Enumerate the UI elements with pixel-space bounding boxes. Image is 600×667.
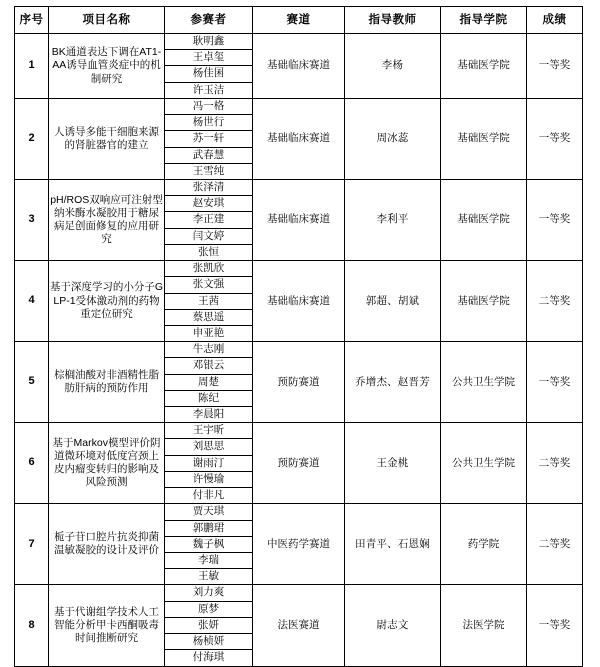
column-header-teacher: 指导教师	[345, 7, 441, 34]
cell-track: 预防赛道	[253, 342, 345, 423]
member-list	[165, 99, 252, 179]
member-list	[165, 342, 252, 422]
member-list	[165, 261, 252, 341]
table-row	[15, 179, 583, 260]
member-name: 冯一格	[165, 99, 252, 115]
table-row	[15, 98, 583, 179]
member-name: 付非凡	[192, 489, 225, 502]
column-header-prize: 成绩	[527, 7, 583, 34]
cell-teacher: 周冰蕊	[345, 98, 441, 179]
cell-college: 基础医学院	[441, 34, 527, 99]
column-header-track: 赛道	[253, 7, 345, 34]
member-name: 李正建	[165, 212, 252, 228]
column-header-seq: 序号	[15, 7, 49, 34]
cell-members	[165, 504, 253, 585]
member-name: 张妍	[165, 618, 252, 634]
cell-members	[165, 342, 253, 423]
member-name: 王雪纯	[192, 164, 225, 177]
member-name: 郭鹏珺	[165, 521, 252, 537]
cell-college: 公共卫生学院	[441, 423, 527, 504]
cell-prize: 一等奖	[527, 179, 583, 260]
cell-seq: 8	[15, 585, 49, 666]
cell-teacher: 李杨	[345, 34, 441, 99]
member-name: 李瑞	[165, 553, 252, 569]
member-name: 刘力爽	[165, 585, 252, 601]
cell-seq: 1	[15, 34, 49, 99]
cell-teacher: 乔增杰、赵晋芳	[345, 342, 441, 423]
column-header-members: 参赛者	[165, 7, 253, 34]
table-row	[15, 585, 583, 666]
cell-seq: 7	[15, 504, 49, 585]
cell-college: 基础医学院	[441, 98, 527, 179]
cell-college: 公共卫生学院	[441, 342, 527, 423]
cell-members	[165, 179, 253, 260]
cell-members	[165, 261, 253, 342]
member-name: 王宇昕	[165, 423, 252, 439]
cell-seq: 2	[15, 98, 49, 179]
table-header	[15, 7, 583, 34]
member-name: 邓银云	[165, 358, 252, 374]
column-header-college: 指导学院	[441, 7, 527, 34]
member-name: 许玉洁	[192, 83, 225, 96]
cell-teacher: 尉志文	[345, 585, 441, 666]
cell-members	[165, 585, 253, 666]
member-name: 原梦	[165, 602, 252, 618]
member-name: 耿明鑫	[165, 34, 252, 50]
cell-track: 预防赛道	[253, 423, 345, 504]
member-name: 王敏	[198, 570, 219, 583]
member-name: 张文强	[165, 277, 252, 293]
member-list	[165, 585, 252, 665]
member-name: 贾天琪	[165, 504, 252, 520]
member-name: 陈纪	[165, 391, 252, 407]
member-name: 魏子枫	[165, 537, 252, 553]
member-name: 赵安琪	[165, 196, 252, 212]
member-name: 付海琪	[192, 651, 225, 664]
column-header-title: 项目名称	[49, 7, 165, 34]
member-list	[165, 423, 252, 503]
cell-track: 法医赛道	[253, 585, 345, 666]
cell-prize: 一等奖	[527, 342, 583, 423]
member-name: 杨桢妍	[165, 634, 252, 650]
cell-prize: 一等奖	[527, 585, 583, 666]
cell-college: 基础医学院	[441, 179, 527, 260]
cell-prize: 一等奖	[527, 34, 583, 99]
cell-project-title: 基于代谢组学技术人工智能分析甲卡西酮吸毒时间推断研究	[49, 585, 165, 666]
member-name: 王卓玺	[165, 50, 252, 66]
member-name: 闫文婷	[165, 229, 252, 245]
cell-prize: 二等奖	[527, 261, 583, 342]
cell-project-title: 基于Markov模型评价阴道微环境对低度宫颈上皮内瘤变转归的影响及风险预测	[49, 423, 165, 504]
member-name: 刘思思	[165, 439, 252, 455]
member-name: 王茜	[165, 294, 252, 310]
table-header-row	[15, 7, 583, 34]
member-list	[165, 180, 252, 260]
member-list	[165, 34, 252, 98]
cell-project-title: 人诱导多能干细胞来源的肾脏器官的建立	[49, 98, 165, 179]
cell-seq: 5	[15, 342, 49, 423]
cell-seq: 6	[15, 423, 49, 504]
award-table	[14, 6, 583, 667]
member-name: 张恒	[198, 245, 219, 258]
cell-college: 基础医学院	[441, 261, 527, 342]
cell-teacher: 王金桃	[345, 423, 441, 504]
member-name: 武春慧	[165, 148, 252, 164]
cell-prize: 二等奖	[527, 423, 583, 504]
cell-prize: 二等奖	[527, 504, 583, 585]
table-row	[15, 423, 583, 504]
table-row	[15, 261, 583, 342]
cell-project-title: BK通道表达下调在AT1-AA诱导血管炎症中的机制研究	[49, 34, 165, 99]
cell-project-title: 基于深度学习的小分子GLP-1受体激动剂的药物重定位研究	[49, 261, 165, 342]
member-name: 张凯欣	[165, 261, 252, 277]
table-row	[15, 34, 583, 99]
cell-teacher: 李利平	[345, 179, 441, 260]
member-name: 牛志刚	[165, 342, 252, 358]
cell-project-title: pH/ROS双响应可注射型纳米酶水凝胶用于糖尿病足创面修复的应用研究	[49, 179, 165, 260]
table-row	[15, 342, 583, 423]
member-list	[165, 504, 252, 584]
cell-seq: 4	[15, 261, 49, 342]
cell-members	[165, 423, 253, 504]
cell-track: 基础临床赛道	[253, 179, 345, 260]
cell-project-title: 棕榈油酸对非酒精性脂肪肝病的预防作用	[49, 342, 165, 423]
member-name: 谢雨汀	[165, 456, 252, 472]
member-name: 蔡思遥	[165, 310, 252, 326]
table-row	[15, 504, 583, 585]
cell-track: 基础临床赛道	[253, 98, 345, 179]
member-name: 李晨阳	[192, 408, 225, 421]
table-body	[15, 34, 583, 667]
member-name: 申亚艳	[192, 326, 225, 339]
cell-teacher: 田青平、石恩娴	[345, 504, 441, 585]
member-name: 周楚	[165, 375, 252, 391]
member-name: 张泽清	[165, 180, 252, 196]
cell-track: 中医药学赛道	[253, 504, 345, 585]
cell-prize: 一等奖	[527, 98, 583, 179]
member-name: 许慢瑜	[165, 472, 252, 488]
cell-track: 基础临床赛道	[253, 261, 345, 342]
cell-members	[165, 34, 253, 99]
member-name: 杨世行	[165, 115, 252, 131]
member-name: 苏一轩	[165, 131, 252, 147]
cell-track: 基础临床赛道	[253, 34, 345, 99]
award-list-sheet	[0, 6, 600, 664]
cell-college: 法医学院	[441, 585, 527, 666]
cell-college: 药学院	[441, 504, 527, 585]
cell-project-title: 栀子苷口腔片抗炎抑菌温敏凝胶的设计及评价	[49, 504, 165, 585]
member-name: 杨佳囷	[165, 66, 252, 82]
cell-seq: 3	[15, 179, 49, 260]
cell-members	[165, 98, 253, 179]
cell-teacher: 郭超、胡斌	[345, 261, 441, 342]
